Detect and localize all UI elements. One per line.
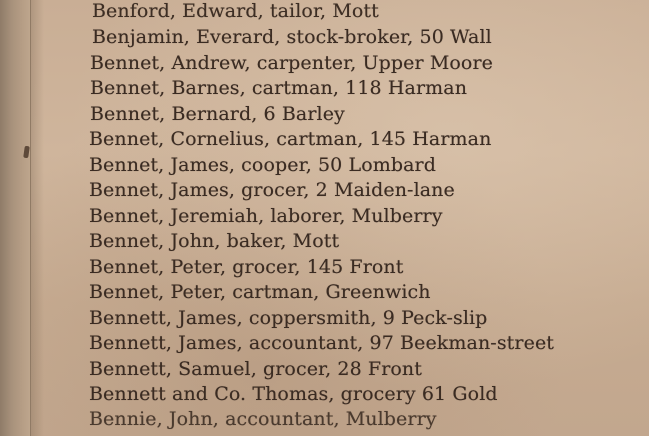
directory-entry: Bennett, Samuel, grocer, 28 Front (89, 358, 423, 380)
directory-entry: Bennet, Andrew, carpenter, Upper Moore (90, 52, 493, 74)
directory-entry: Bennet, James, grocer, 2 Maiden-lane (89, 179, 455, 201)
directory-entry: Bennet, Barnes, cartman, 118 Harman (90, 77, 468, 99)
book-binding (0, 0, 31, 436)
directory-entry: Bennie, John, accountant, Mulberry (89, 408, 437, 430)
directory-entry: Bennett, James, coppersmith, 9 Peck-slip (89, 307, 488, 329)
directory-entry: Bennet, James, cooper, 50 Lombard (89, 154, 436, 176)
binding-shadow (30, 0, 44, 436)
directory-entry: Bennett, James, accountant, 97 Beekman-street (89, 332, 555, 354)
directory-entry: Benjamin, Everard, stock-broker, 50 Wall (92, 26, 492, 48)
directory-entry: Bennet, Cornelius, cartman, 145 Harman (89, 128, 492, 150)
directory-entry: Bennet, Jeremiah, laborer, Mulberry (89, 205, 443, 227)
directory-entry: Bennet, Peter, cartman, Greenwich (89, 281, 431, 303)
directory-entry: Bennet, John, baker, Mott (89, 230, 340, 252)
directory-entry: Bennet, Peter, grocer, 145 Front (89, 256, 404, 278)
directory-entry: Bennet, Bernard, 6 Barley (90, 103, 345, 125)
directory-entry: Benford, Edward, tailor, Mott (92, 0, 379, 22)
directory-entry: Bennett and Co. Thomas, grocery 61 Gold (89, 383, 498, 405)
